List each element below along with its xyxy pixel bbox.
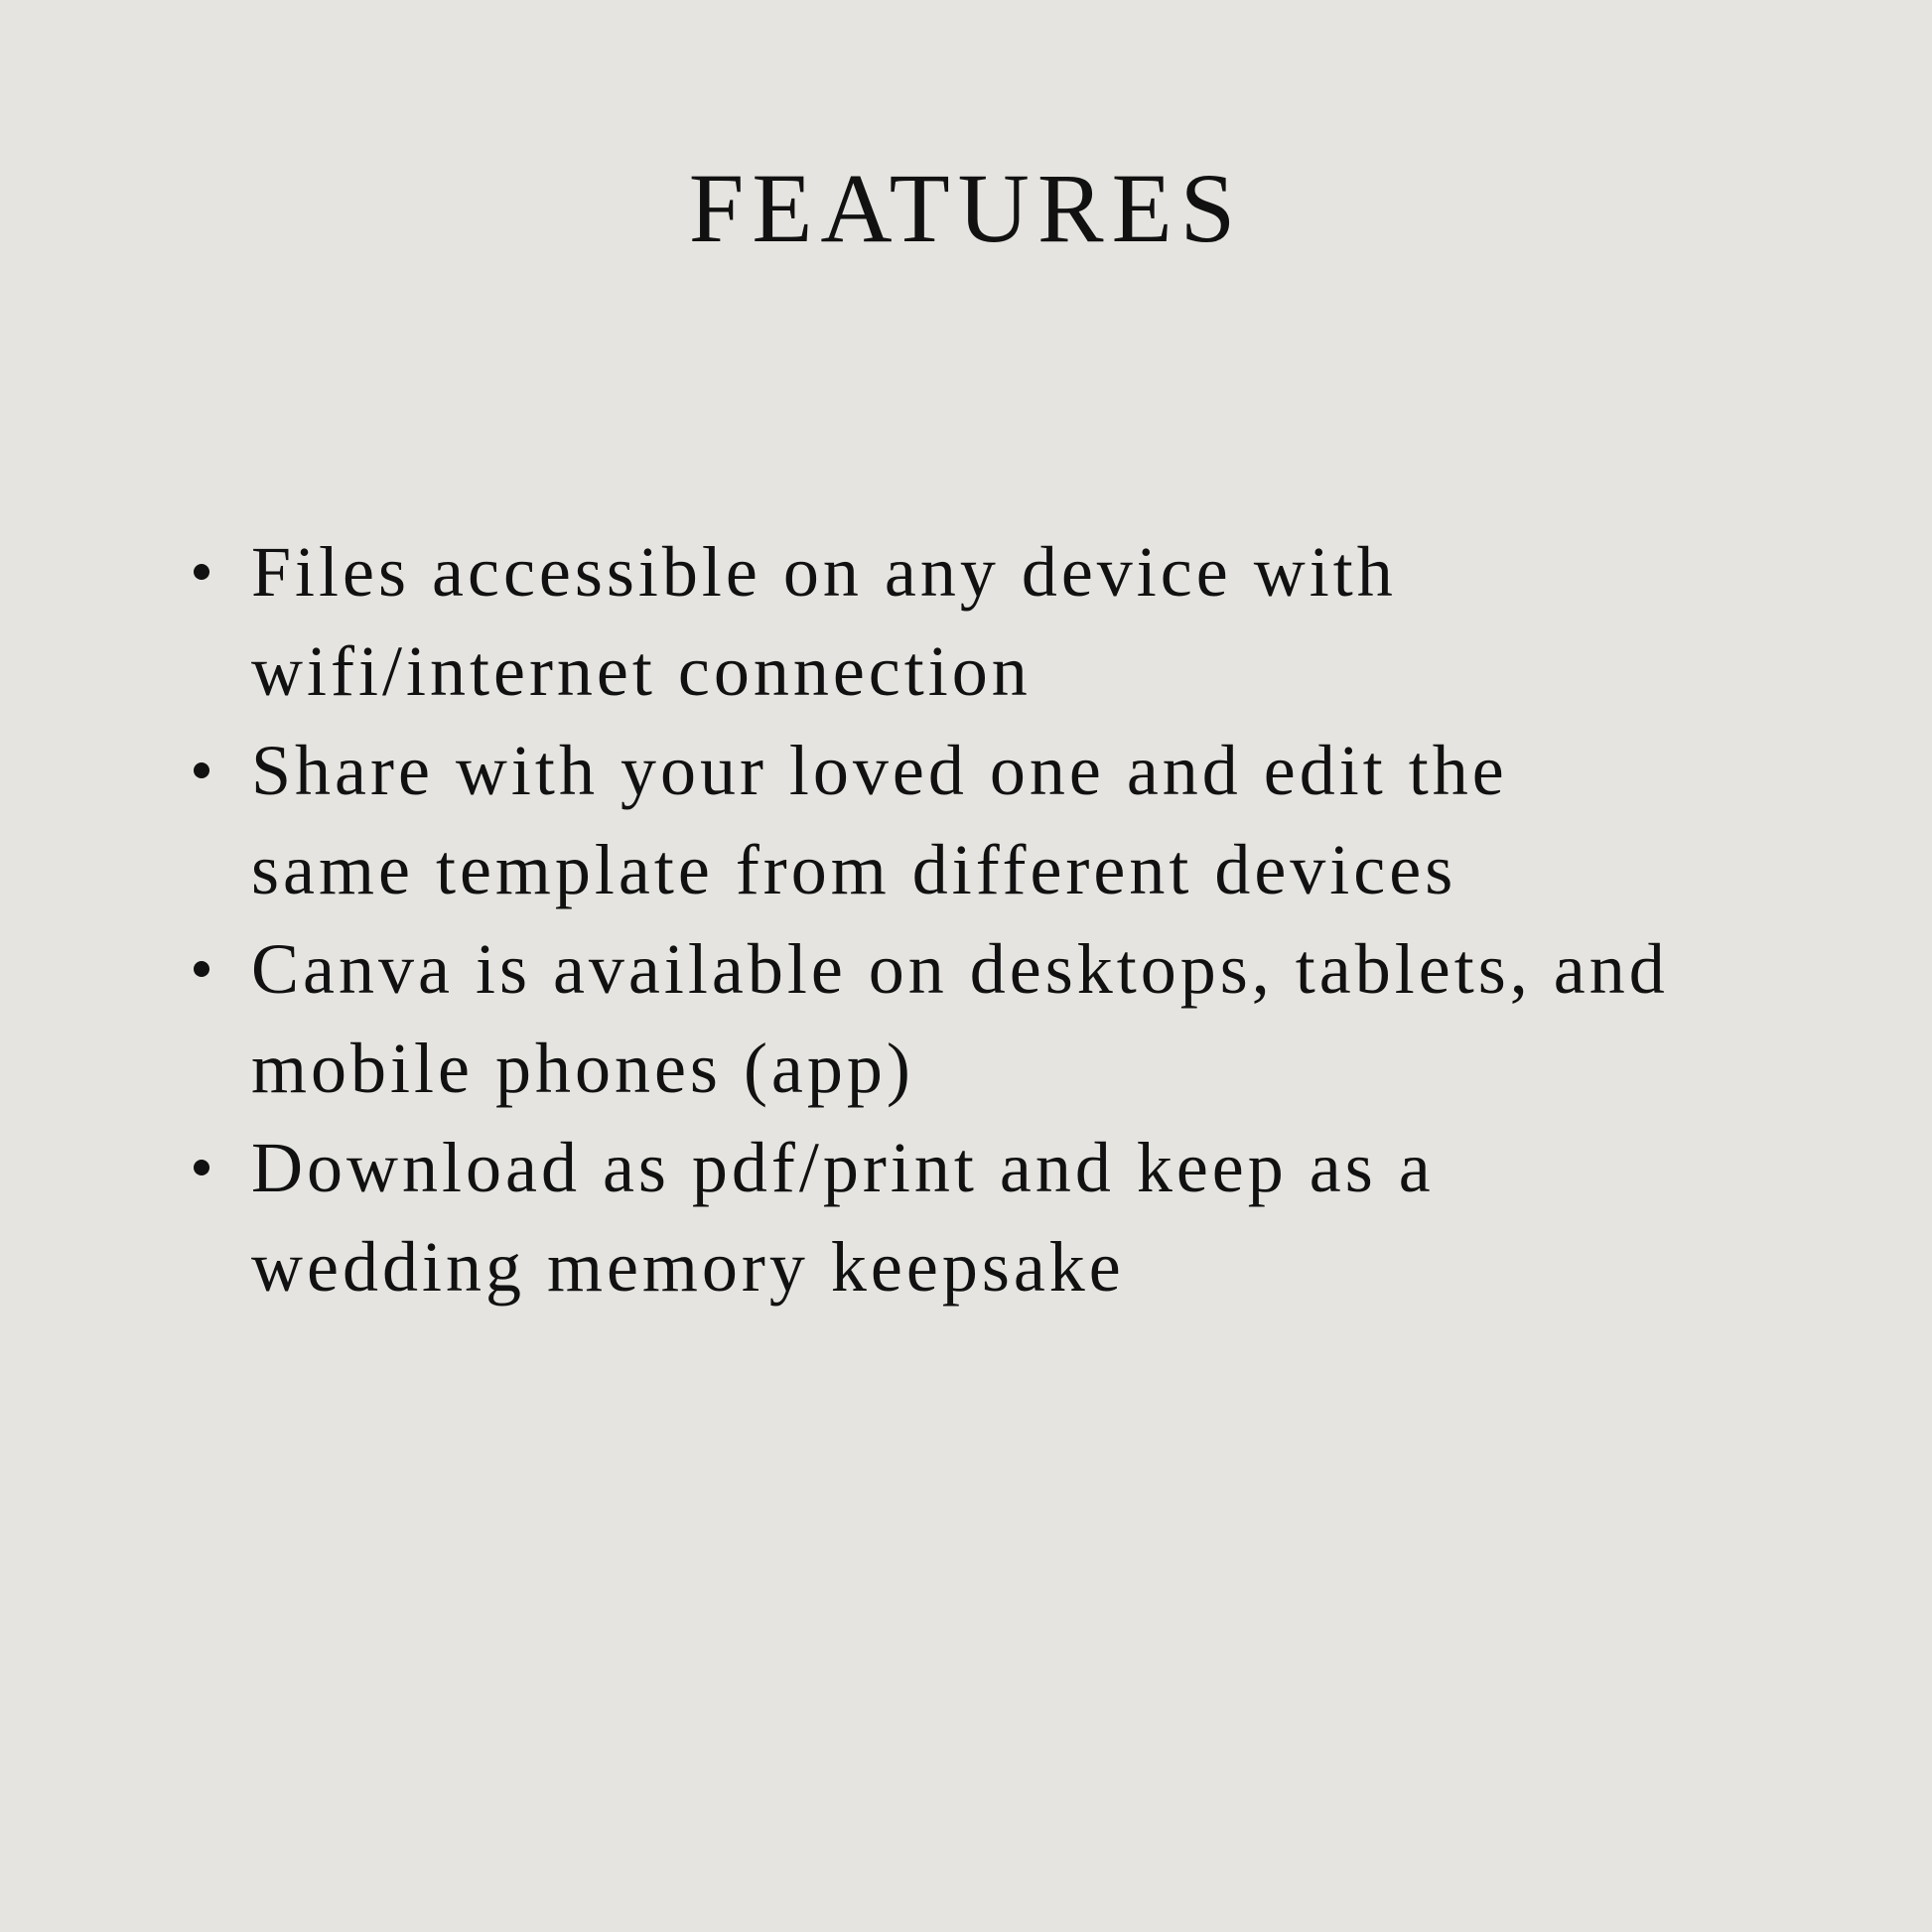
feature-text-line: wedding memory keepsake — [251, 1227, 1125, 1307]
feature-item — [194, 1118, 1802, 1316]
bullet-icon — [194, 564, 209, 580]
feature-text-line: Files accessible on any device with — [251, 532, 1397, 612]
bullet-icon — [194, 961, 209, 977]
bullet-icon — [194, 1160, 209, 1175]
feature-text-line: Download as pdf/print and keep as a — [251, 1128, 1435, 1207]
feature-text-line: Share with your loved one and edit the — [251, 731, 1508, 810]
feature-item — [194, 522, 1802, 721]
feature-list — [194, 522, 1802, 1316]
feature-text-line: mobile phones (app) — [251, 1029, 914, 1108]
page-title: FEATURES — [688, 153, 1244, 263]
bullet-icon — [194, 762, 209, 778]
feature-text-line: Canva is available on desktops, tablets, and — [251, 929, 1669, 1009]
feature-text-line: same template from different devices — [251, 830, 1457, 909]
feature-item — [194, 919, 1802, 1118]
feature-text-line: wifi/internet connection — [251, 631, 1032, 711]
feature-item — [194, 721, 1802, 919]
